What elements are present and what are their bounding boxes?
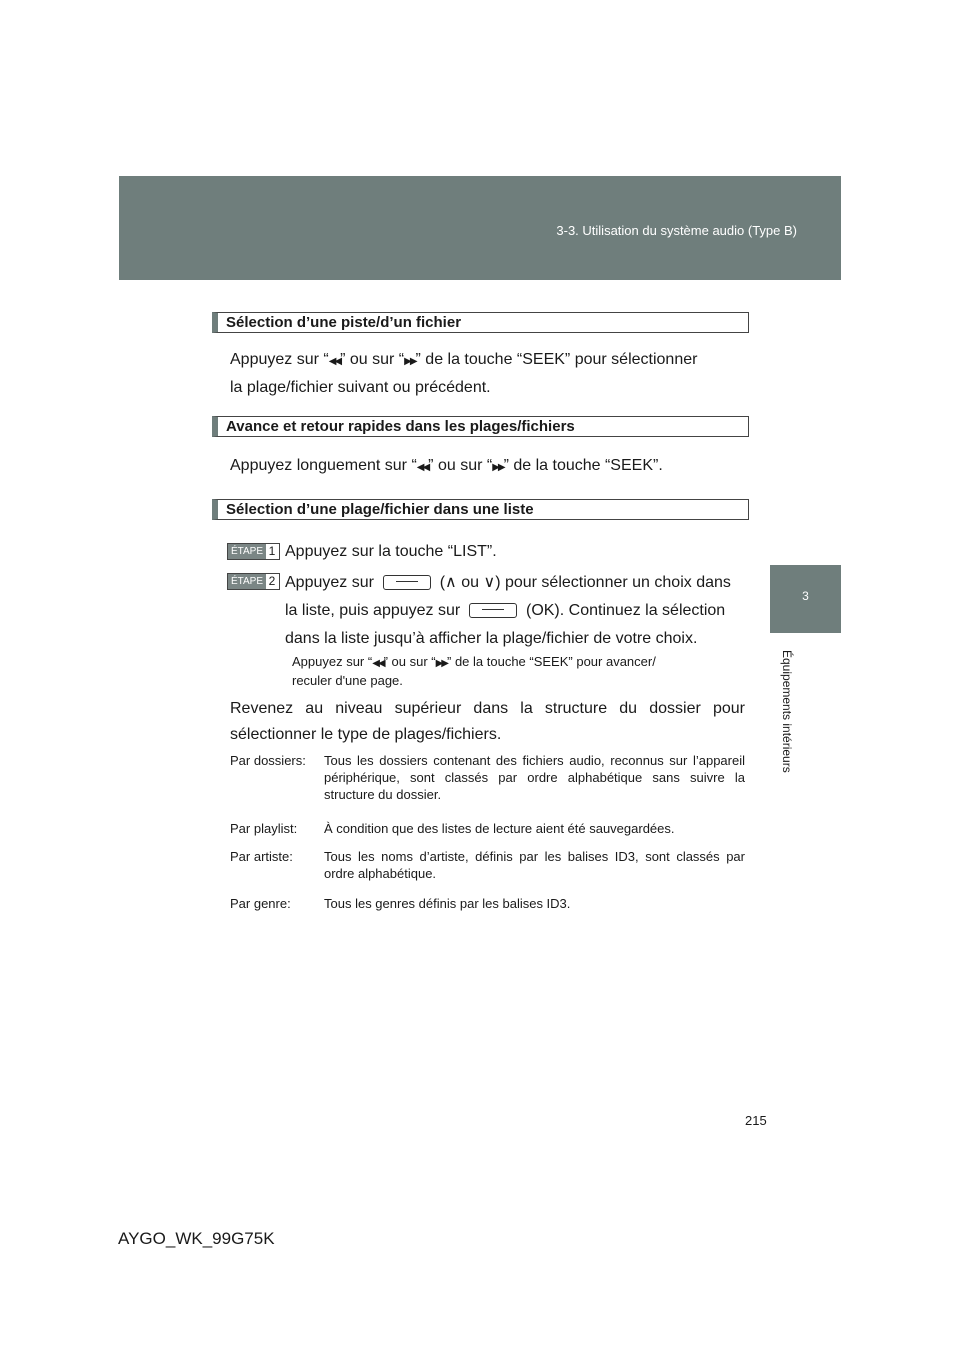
section-title: Avance et retour rapides dans les plages/fichiers xyxy=(226,418,575,435)
text: (OK). Continuez la sélection xyxy=(525,602,726,619)
definition-description: Tous les dossiers contenant des fichiers audio, reconnus sur l’appareil périphérique, sont classés par ordre alphabétique sans suivre la structure du dossier. xyxy=(324,753,745,802)
text: dans la liste jusqu’à afficher la plage/fichier de votre choix. xyxy=(285,630,698,647)
text: Appuyez longuement sur “ xyxy=(230,457,417,474)
paragraph-1 xyxy=(230,347,745,401)
step-word: ÉTAPE xyxy=(228,544,266,559)
text: ) pour sélectionner un choix dans xyxy=(495,574,731,591)
rewind-icon: ◀◀ xyxy=(328,356,341,367)
chapter-tab xyxy=(770,565,841,633)
tuning-knob-icon xyxy=(383,575,431,590)
definition-description: À condition que des listes de lecture aient été sauvegardées. xyxy=(324,821,675,836)
text: ” ou sur “ xyxy=(428,457,493,474)
definition-term: Par artiste: xyxy=(230,849,293,864)
rewind-icon: ◀◀ xyxy=(416,462,429,473)
step-number: 1 xyxy=(268,544,276,558)
definition-term: Par playlist: xyxy=(230,821,298,836)
step-word: ÉTAPE xyxy=(228,574,266,589)
text: ( xyxy=(439,574,446,591)
paragraph-2 xyxy=(230,453,745,481)
text: ” ou sur “ xyxy=(383,654,436,669)
section-title: Sélection d’une plage/fichier dans une liste xyxy=(226,501,534,518)
text: ” de la touche “SEEK” pour avancer/ xyxy=(447,654,656,669)
down-icon: ∨ xyxy=(483,574,496,591)
text: ” ou sur “ xyxy=(340,351,405,368)
definition-term: Par dossiers: xyxy=(230,753,306,768)
step-number: 2 xyxy=(268,574,276,588)
text: reculer d'une page. xyxy=(292,673,403,688)
section-heading-3 xyxy=(212,499,749,520)
section-heading-1 xyxy=(212,312,749,333)
forward-icon: ▶▶ xyxy=(492,462,504,473)
text: Appuyez sur “ xyxy=(230,351,329,368)
chapter-side-label-text: Équipements intérieurs xyxy=(780,650,794,773)
chapter-side-label xyxy=(780,650,804,850)
forward-icon: ▶▶ xyxy=(404,356,416,367)
chapter-number: 3 xyxy=(802,589,809,603)
step-badge-2 xyxy=(227,573,280,590)
document-code: AYGO_WK_99G75K xyxy=(118,1229,275,1248)
text: la plage/fichier suivant ou précédent. xyxy=(230,379,491,396)
step-2-text xyxy=(285,569,745,653)
definition-description: Tous les noms d’artiste, définis par les balises ID3, sont classés par ordre alphabétique. xyxy=(324,849,745,881)
text: ou xyxy=(461,574,480,591)
header-band xyxy=(119,176,841,280)
step-1-text: Appuyez sur la touche “LIST”. xyxy=(285,543,497,560)
text: Appuyez sur xyxy=(285,574,374,591)
text: ” de la touche “SEEK” pour sélectionner xyxy=(415,351,698,368)
text: Appuyez sur “ xyxy=(292,654,373,669)
step-badge-1 xyxy=(227,543,280,560)
section-title: Sélection d’une piste/d’un fichier xyxy=(226,314,462,331)
text: la liste, puis appuyez sur xyxy=(285,602,461,619)
section-heading-2 xyxy=(212,416,749,437)
definition-description: Tous les genres définis par les balises ID3. xyxy=(324,896,571,911)
text: ” de la touche “SEEK”. xyxy=(503,457,663,474)
chapter-title: 3-3. Utilisation du système audio (Type B) xyxy=(556,223,797,238)
forward-icon: ▶▶ xyxy=(435,658,447,669)
page-number: 215 xyxy=(745,1113,767,1128)
up-icon: ∧ xyxy=(445,574,457,591)
rewind-icon: ◀◀ xyxy=(372,658,384,669)
note xyxy=(292,653,745,689)
definition-term: Par genre: xyxy=(230,896,291,911)
tuning-knob-icon xyxy=(469,603,517,618)
paragraph-3: Revenez au niveau supérieur dans la structure du dossier pour sélectionner le type de plages/fichiers. xyxy=(230,700,745,743)
